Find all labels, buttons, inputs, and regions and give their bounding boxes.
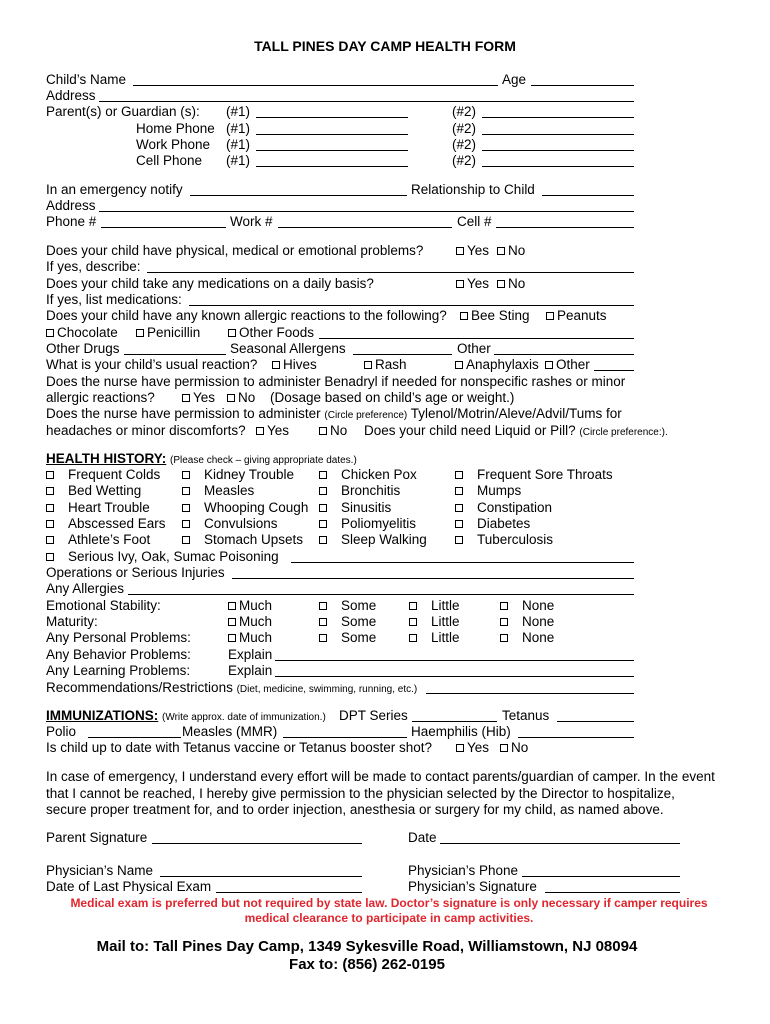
checkbox-icon[interactable] xyxy=(228,602,236,610)
behavior-label: Any Behavior Problems: xyxy=(46,647,191,662)
behavior-explain-field[interactable] xyxy=(275,647,634,661)
uptodate-question: Is child up to date with Tetanus vaccine or Tetanus booster shot? xyxy=(46,740,432,755)
none-option[interactable]: None xyxy=(500,630,554,646)
consent-line: that I cannot be reached, I hereby give permission to the physician selected by the Director to hospitalize, xyxy=(46,786,675,801)
checkbox-icon[interactable] xyxy=(46,487,54,495)
describe-label: If yes, describe: xyxy=(46,259,141,274)
other-reaction-field[interactable] xyxy=(594,357,634,371)
emergency-field[interactable] xyxy=(190,182,407,196)
tetanus-field[interactable] xyxy=(557,708,634,722)
other-foods-field[interactable] xyxy=(319,325,634,339)
checkbox-icon[interactable] xyxy=(455,471,463,479)
work2-label: (#2) xyxy=(452,137,477,152)
dpt-label: DPT Series xyxy=(339,708,408,723)
checkbox-icon[interactable] xyxy=(460,312,468,320)
personal-problems-label: Any Personal Problems: xyxy=(46,630,191,645)
seasonal-field[interactable] xyxy=(353,341,452,355)
checkbox-icon[interactable] xyxy=(46,471,54,479)
checkbox-icon[interactable] xyxy=(409,602,417,610)
cell-phone-label: Cell Phone xyxy=(136,153,203,168)
condition-item[interactable]: Tuberculosis xyxy=(455,532,553,548)
checkbox-icon[interactable] xyxy=(46,520,54,528)
checkbox-icon[interactable] xyxy=(228,618,236,626)
address-label: Address xyxy=(46,88,96,103)
checkbox-icon[interactable] xyxy=(409,634,417,642)
other-drugs-label: Other Drugs xyxy=(46,341,120,356)
checkbox-icon[interactable] xyxy=(46,553,54,561)
checkbox-icon[interactable] xyxy=(319,634,327,642)
chocolate-option[interactable]: Chocolate xyxy=(46,325,118,341)
fax-to: Fax to: (856) 262-0195 xyxy=(289,956,445,973)
emergency-address-field[interactable] xyxy=(99,198,634,212)
checkbox-icon[interactable] xyxy=(500,618,508,626)
other-reaction-option[interactable]: Other xyxy=(545,357,590,373)
liquid-pill-question: Does your child need Liquid or Pill? (Circle preference:). xyxy=(364,423,668,438)
operations-label: Operations or Serious Injuries xyxy=(46,565,225,580)
much-option[interactable]: Much xyxy=(228,630,272,646)
tetanus-label: Tetanus xyxy=(502,708,550,723)
checkbox-icon[interactable] xyxy=(500,634,508,642)
checkbox-icon[interactable] xyxy=(182,504,190,512)
work-phone-label: Work Phone xyxy=(136,137,211,152)
headaches-no[interactable]: No xyxy=(319,423,347,439)
admin-question: Does the nurse have permission to administer (Circle preference) Tylenol/Motrin/Aleve/Advil/Tums for xyxy=(46,406,622,421)
parents-label: Parent(s) or Guardian (s): xyxy=(46,104,200,119)
meds-question: Does your child take any medications on a daily basis? xyxy=(46,276,374,291)
allergies-label: Any Allergies xyxy=(46,581,125,596)
medical-notice-cont: medical clearance to participate in camp activities. xyxy=(244,911,534,925)
checkbox-icon[interactable] xyxy=(228,329,236,337)
checkbox-icon[interactable] xyxy=(319,536,327,544)
problems-question: Does your child have physical, medical or emotional problems? xyxy=(46,243,424,258)
rash-option[interactable]: Rash xyxy=(364,357,407,373)
checkbox-icon[interactable] xyxy=(319,520,327,528)
dpt-field[interactable] xyxy=(412,708,497,722)
condition-item[interactable]: Stomach Upsets xyxy=(182,532,303,548)
checkbox-icon[interactable] xyxy=(456,247,464,255)
immunizations-heading: IMMUNIZATIONS: (Write approx. date of immunization.) xyxy=(46,708,326,723)
headaches-yes[interactable]: Yes xyxy=(256,423,289,439)
operations-field[interactable] xyxy=(232,565,634,579)
allergic-question: Does your child have any known allergic reactions to the following? xyxy=(46,308,447,323)
physician-name-label: Physician’s Name xyxy=(46,863,154,878)
checkbox-icon[interactable] xyxy=(364,361,372,369)
checkbox-icon[interactable] xyxy=(136,329,144,337)
other-field[interactable] xyxy=(494,341,634,355)
checkbox-icon[interactable] xyxy=(455,536,463,544)
checkbox-icon[interactable] xyxy=(319,602,327,610)
maturity-label: Maturity: xyxy=(46,614,98,629)
checkbox-icon[interactable] xyxy=(497,247,505,255)
age-label: Age xyxy=(502,72,527,87)
work1-label: (#1) xyxy=(226,137,251,152)
meds-yes[interactable]: Yes xyxy=(456,276,489,292)
hives-option[interactable]: Hives xyxy=(272,357,317,373)
some-option[interactable]: Some xyxy=(319,598,376,614)
cell-phone2-field[interactable] xyxy=(482,153,634,167)
headaches-label: headaches or minor discomforts? xyxy=(46,423,246,438)
condition-item[interactable]: Abscessed Ears xyxy=(46,516,166,532)
recommendations-field[interactable] xyxy=(426,680,634,694)
some-option[interactable]: Some xyxy=(319,614,376,630)
problems-no[interactable]: No xyxy=(497,243,525,259)
seasonal-label: Seasonal Allergens xyxy=(230,341,346,356)
ivy-option[interactable]: Serious Ivy, Oak, Sumac Poisoning xyxy=(46,549,279,565)
checkbox-icon[interactable] xyxy=(182,394,190,402)
date-label: Date xyxy=(408,830,437,845)
medical-notice: Medical exam is preferred but not required by state law. Doctor’s signature is only necessary if camper requires xyxy=(70,896,708,910)
age-field[interactable] xyxy=(531,72,634,86)
parent-signature-field[interactable] xyxy=(152,830,362,844)
checkbox-icon[interactable] xyxy=(319,618,327,626)
condition-item[interactable]: Convulsions xyxy=(182,516,278,532)
cell-phone1-field[interactable] xyxy=(256,153,408,167)
home1-label: (#1) xyxy=(226,121,251,136)
problems-yes[interactable]: Yes xyxy=(456,243,489,259)
benadryl-question-cont: allergic reactions? xyxy=(46,390,155,405)
relationship-field[interactable] xyxy=(542,182,634,196)
checkbox-icon[interactable] xyxy=(46,504,54,512)
emergency-address-label: Address xyxy=(46,198,96,213)
measles-field[interactable] xyxy=(283,724,407,738)
emotional-label: Emotional Stability: xyxy=(46,598,161,613)
condition-item[interactable]: Frequent Sore Throats xyxy=(455,467,613,483)
date-field[interactable] xyxy=(440,830,680,844)
describe-field[interactable] xyxy=(147,259,634,273)
checkbox-icon[interactable] xyxy=(455,487,463,495)
checkbox-icon[interactable] xyxy=(545,361,553,369)
little-option[interactable]: Little xyxy=(409,630,460,646)
cell-label: Cell # xyxy=(457,214,492,229)
little-option[interactable]: Little xyxy=(409,598,460,614)
checkbox-icon[interactable] xyxy=(546,312,554,320)
checkbox-icon[interactable] xyxy=(319,504,327,512)
checkbox-icon[interactable] xyxy=(455,520,463,528)
condition-item[interactable]: Kidney Trouble xyxy=(182,467,294,483)
cell1-label: (#1) xyxy=(226,153,251,168)
checkbox-icon[interactable] xyxy=(182,487,190,495)
cell2-label: (#2) xyxy=(452,153,477,168)
meds-no[interactable]: No xyxy=(497,276,525,292)
checkbox-icon[interactable] xyxy=(500,744,508,752)
some-option[interactable]: Some xyxy=(319,630,376,646)
address-field[interactable] xyxy=(99,88,634,102)
peanuts-option[interactable]: Peanuts xyxy=(546,308,607,324)
allergies-field[interactable] xyxy=(128,581,634,595)
checkbox-icon[interactable] xyxy=(182,536,190,544)
relationship-label: Relationship to Child xyxy=(411,182,535,197)
uptodate-yes[interactable]: Yes xyxy=(456,740,489,756)
condition-item[interactable]: Sinusitis xyxy=(319,500,391,516)
checkbox-icon[interactable] xyxy=(455,504,463,512)
condition-item[interactable]: Measles xyxy=(182,483,254,499)
home2-label: (#2) xyxy=(452,121,477,136)
parent1-label: (#1) xyxy=(226,104,251,119)
consent-line: secure proper treatment for, and to order injection, anesthesia or surgery for my child, as named above. xyxy=(46,802,664,817)
work-field[interactable] xyxy=(278,214,452,228)
physician-name-field[interactable] xyxy=(160,863,362,877)
checkbox-icon[interactable] xyxy=(455,361,463,369)
condition-item[interactable]: Constipation xyxy=(455,500,552,516)
parent1-field[interactable] xyxy=(256,104,408,118)
checkbox-icon[interactable] xyxy=(500,602,508,610)
parent2-label: (#2) xyxy=(452,104,477,119)
health-history-heading: HEALTH HISTORY: (Please check – giving appropriate dates.) xyxy=(46,451,357,466)
home-phone2-field[interactable] xyxy=(482,121,634,135)
uptodate-no[interactable]: No xyxy=(500,740,528,756)
checkbox-icon[interactable] xyxy=(319,427,327,435)
learning-label: Any Learning Problems: xyxy=(46,663,191,678)
emergency-label: In an emergency notify xyxy=(46,182,183,197)
condition-item[interactable]: Sleep Walking xyxy=(319,532,427,548)
benadryl-yes[interactable]: Yes xyxy=(182,390,215,406)
checkbox-icon[interactable] xyxy=(46,329,54,337)
none-option[interactable]: None xyxy=(500,614,554,630)
condition-item[interactable]: Bed Wetting xyxy=(46,483,141,499)
other-drugs-field[interactable] xyxy=(124,341,226,355)
parent-signature-label: Parent Signature xyxy=(46,830,148,845)
condition-item[interactable]: Poliomyelitis xyxy=(319,516,416,532)
much-option[interactable]: Much xyxy=(228,614,272,630)
checkbox-icon[interactable] xyxy=(256,427,264,435)
bee-sting-option[interactable]: Bee Sting xyxy=(460,308,530,324)
last-exam-label: Date of Last Physical Exam xyxy=(46,879,212,894)
condition-item[interactable]: Bronchitis xyxy=(319,483,400,499)
polio-field[interactable] xyxy=(88,724,181,738)
little-option[interactable]: Little xyxy=(409,614,460,630)
physician-phone-field[interactable] xyxy=(522,863,680,877)
child-name-field[interactable] xyxy=(133,72,498,86)
condition-item[interactable]: Athlete’s Foot xyxy=(46,532,150,548)
learning-explain-field[interactable] xyxy=(275,663,634,677)
measles-label: Measles (MMR) xyxy=(182,724,278,739)
checkbox-icon[interactable] xyxy=(46,536,54,544)
penicillin-option[interactable]: Penicillin xyxy=(136,325,200,341)
other-foods-option[interactable]: Other Foods xyxy=(228,325,314,341)
condition-item[interactable]: Mumps xyxy=(455,483,521,499)
condition-item[interactable]: Heart Trouble xyxy=(46,500,150,516)
hib-label: Haemphilis (Hib) xyxy=(411,724,511,739)
checkbox-icon[interactable] xyxy=(456,744,464,752)
checkbox-icon[interactable] xyxy=(228,634,236,642)
checkbox-icon[interactable] xyxy=(497,280,505,288)
child-name-label: Child’s Name xyxy=(46,72,127,87)
ivy-field[interactable] xyxy=(291,549,634,563)
benadryl-question: Does the nurse have permission to administer Benadryl if needed for nonspecific rashes or minor xyxy=(46,374,626,389)
behavior-explain-label: Explain xyxy=(228,647,273,662)
recommendations-label: Recommendations/Restrictions (Diet, medicine, swimming, running, etc.) xyxy=(46,680,418,695)
last-exam-field[interactable] xyxy=(216,879,362,893)
checkbox-icon[interactable] xyxy=(409,618,417,626)
phone-label: Phone # xyxy=(46,214,97,229)
other-label: Other xyxy=(457,341,491,356)
checkbox-icon[interactable] xyxy=(182,471,190,479)
phone-field[interactable] xyxy=(101,214,226,228)
benadryl-no[interactable]: No xyxy=(227,390,255,406)
condition-item[interactable]: Frequent Colds xyxy=(46,467,160,483)
list-meds-field[interactable] xyxy=(189,292,634,306)
condition-item[interactable]: Whooping Cough xyxy=(182,500,308,516)
cell-field[interactable] xyxy=(496,214,634,228)
checkbox-icon[interactable] xyxy=(319,471,327,479)
checkbox-icon[interactable] xyxy=(319,487,327,495)
checkbox-icon[interactable] xyxy=(227,394,235,402)
checkbox-icon[interactable] xyxy=(182,520,190,528)
work-phone2-field[interactable] xyxy=(482,137,634,151)
anaphylaxis-option[interactable]: Anaphylaxis xyxy=(455,357,539,373)
list-meds-label: If yes, list medications: xyxy=(46,292,182,307)
hib-field[interactable] xyxy=(518,724,634,738)
checkbox-icon[interactable] xyxy=(456,280,464,288)
dosage-note: (Dosage based on child’s age or weight.) xyxy=(270,390,515,405)
home-phone1-field[interactable] xyxy=(256,121,408,135)
usual-reaction-question: What is your child’s usual reaction? xyxy=(46,357,258,372)
work-label: Work # xyxy=(230,214,273,229)
work-phone1-field[interactable] xyxy=(256,137,408,151)
checkbox-icon[interactable] xyxy=(272,361,280,369)
home-phone-label: Home Phone xyxy=(136,121,215,136)
physician-signature-field[interactable] xyxy=(545,879,680,893)
parent2-field[interactable] xyxy=(482,104,634,118)
condition-item[interactable]: Diabetes xyxy=(455,516,530,532)
physician-signature-label: Physician’s Signature xyxy=(408,879,537,894)
learning-explain-label: Explain xyxy=(228,663,273,678)
polio-label: Polio xyxy=(46,724,77,739)
condition-item[interactable]: Chicken Pox xyxy=(319,467,417,483)
page-title: TALL PINES DAY CAMP HEALTH FORM xyxy=(254,38,516,54)
physician-phone-label: Physician’s Phone xyxy=(408,863,519,878)
much-option[interactable]: Much xyxy=(228,598,272,614)
mail-to: Mail to: Tall Pines Day Camp, 1349 Sykesville Road, Williamstown, NJ 08094 xyxy=(96,938,638,955)
consent-line: In case of emergency, I understand every effort will be made to contact parents/guardian of camper. In the event xyxy=(46,769,715,784)
none-option[interactable]: None xyxy=(500,598,554,614)
